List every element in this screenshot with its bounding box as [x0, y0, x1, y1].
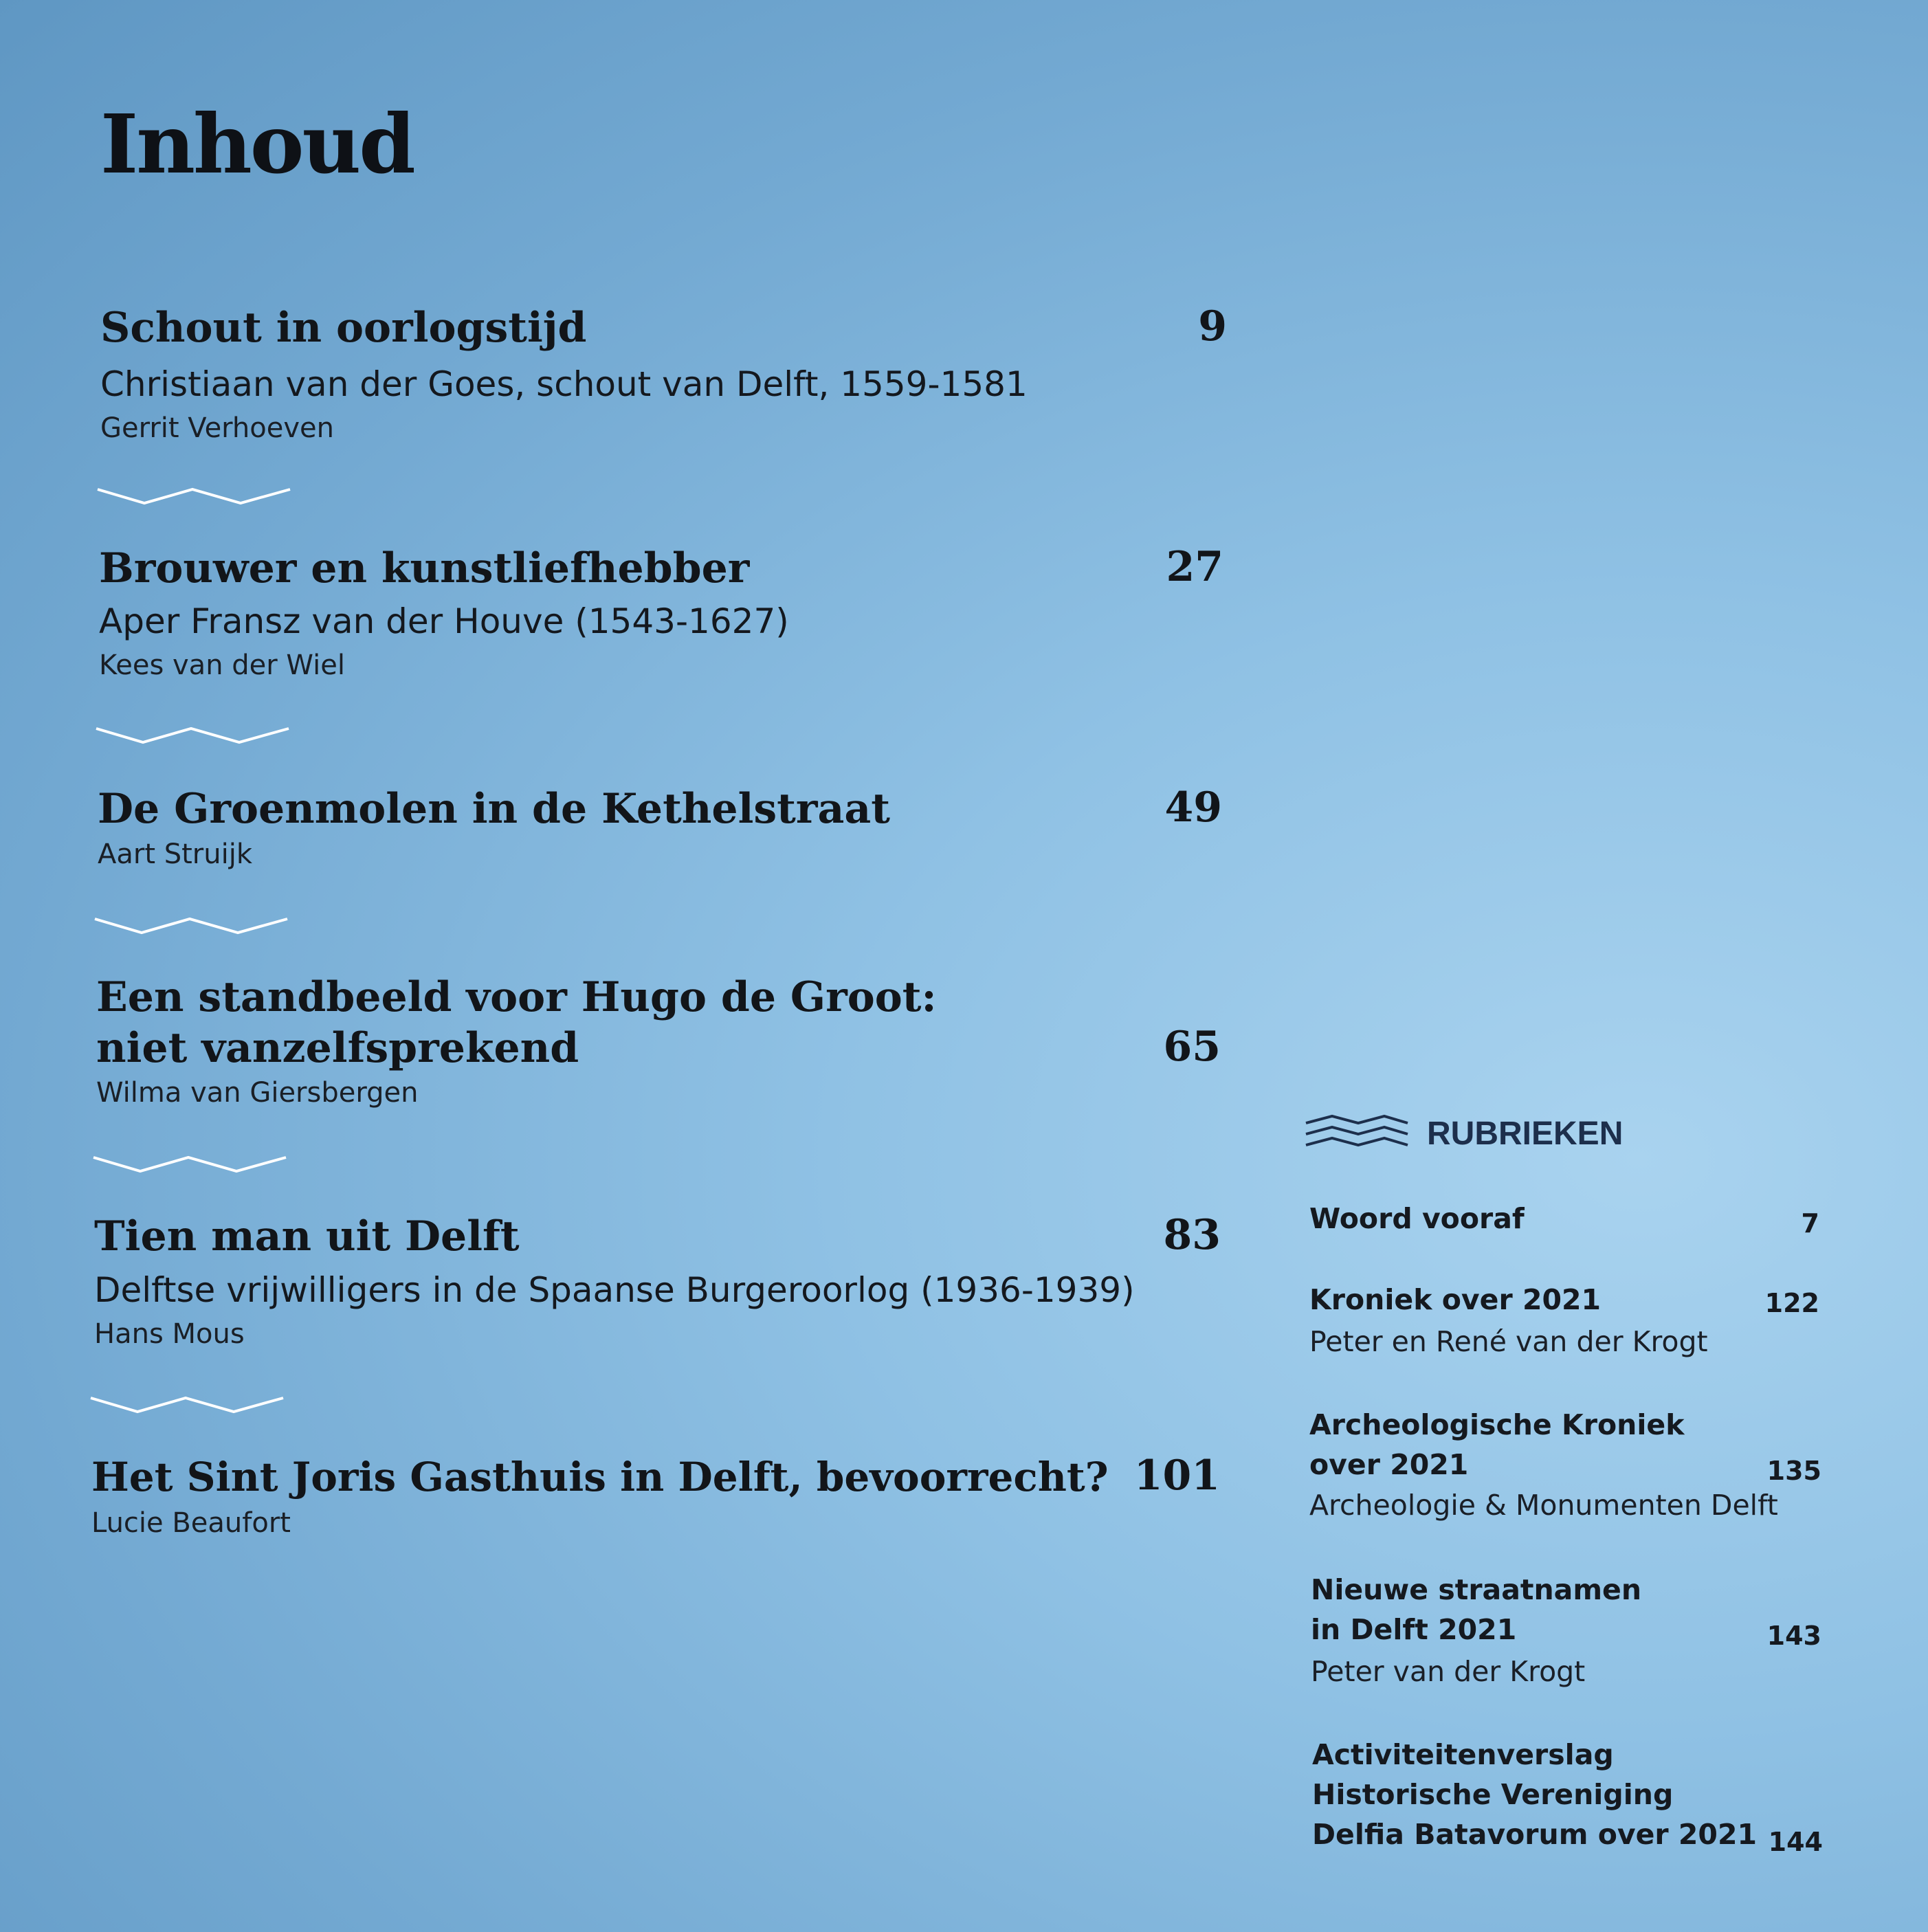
entry-title: Brouwer en kunstliefhebber [99, 544, 750, 592]
rubriek-page-number: 122 [1764, 1288, 1819, 1318]
rubriek-title-line-3: Delfia Batavorum over 2021 [1312, 1818, 1758, 1851]
entry-page-number: 83 [1163, 1211, 1221, 1259]
rubriek-subtitle: Archeologie & Monumenten Delft [1309, 1489, 1778, 1522]
rubriek-subtitle: Peter en René van der Krogt [1309, 1325, 1708, 1358]
rubriek-subtitle: Peter van der Krogt [1311, 1655, 1586, 1688]
entry-author: Aart Struijk [98, 839, 252, 870]
rubriek-page-number: 7 [1801, 1208, 1819, 1239]
entry-author: Hans Mous [94, 1318, 245, 1350]
rubriek-title: Kroniek over 2021 [1309, 1283, 1602, 1316]
rubriek-title-line-2: Historische Vereniging [1312, 1778, 1674, 1811]
entry-title: Tien man uit Delft [94, 1212, 520, 1261]
entry-title: Schout in oorlogstijd [100, 304, 587, 352]
rubriek-title-line-1: Archeologische Kroniek [1309, 1408, 1685, 1441]
entry-page-number: 49 [1164, 784, 1222, 832]
entry-page-number: 101 [1133, 1452, 1220, 1500]
entry-subtitle: Delftse vrijwilligers in de Spaanse Burgeroorlog (1936-1939) [94, 1270, 1135, 1310]
rubriek-title: Woord vooraf [1309, 1202, 1525, 1235]
entry-title: Het Sint Joris Gasthuis in Delft, bevoorrecht? [91, 1454, 1109, 1500]
zigzag-divider [92, 1149, 287, 1177]
entry-page-number: 9 [1198, 302, 1227, 351]
page-title: Inhoud [100, 96, 414, 192]
zigzag-divider [89, 1390, 285, 1417]
waves-icon [1305, 1113, 1409, 1152]
rubriek-title-line-1: Nieuwe straatnamen [1311, 1573, 1642, 1606]
entry-author: Gerrit Verhoeven [100, 412, 334, 444]
entry-author: Kees van der Wiel [99, 649, 345, 681]
rubriek-page-number: 143 [1766, 1621, 1821, 1651]
rubriek-title-line-2: in Delft 2021 [1311, 1613, 1517, 1646]
zigzag-divider [95, 720, 290, 748]
zigzag-divider [96, 481, 291, 509]
entry-author: Lucie Beaufort [91, 1507, 291, 1539]
entry-author: Wilma van Giersbergen [96, 1077, 419, 1109]
rubriek-page-number: 135 [1766, 1456, 1821, 1486]
entry-title-line-2: niet vanzelfsprekend [96, 1024, 579, 1072]
rubriek-page-number: 144 [1768, 1827, 1823, 1857]
entry-title-line-1: Een standbeeld voor Hugo de Groot: [96, 973, 937, 1021]
rubriek-title-line-2: over 2021 [1309, 1448, 1469, 1481]
entry-page-number: 65 [1163, 1023, 1221, 1071]
entry-title: De Groenmolen in de Kethelstraat [98, 785, 890, 833]
zigzag-divider [93, 911, 289, 938]
entry-subtitle: Christiaan van der Goes, schout van Delft, 1559-1581 [100, 364, 1028, 404]
rubriek-title-line-1: Activiteitenverslag [1312, 1738, 1614, 1771]
rubrieken-heading: RUBRIEKEN [1427, 1115, 1624, 1152]
entry-page-number: 27 [1166, 543, 1223, 591]
entry-subtitle: Aper Fransz van der Houve (1543-1627) [99, 601, 789, 641]
